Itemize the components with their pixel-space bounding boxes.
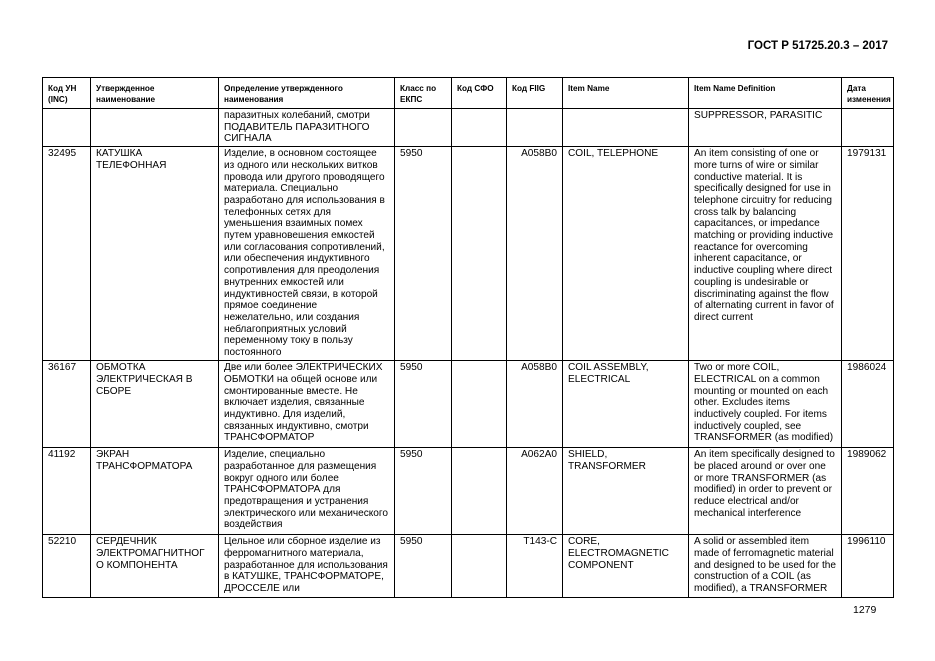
cell-item-def: An item specifically designed to be placed around or over one or more TRANSFORMER (as modified) in order to prevent or reduce electrical and/or mechanical interference: [689, 448, 842, 535]
document-standard-header: ГОСТ Р 51725.20.3 – 2017: [747, 40, 888, 52]
cell-name: ОБМОТКА ЭЛЕКТРИЧЕСКАЯ В СБОРЕ: [91, 361, 219, 448]
cell-name: ЭКРАН ТРАНСФОРМАТОРА: [91, 448, 219, 535]
cell-item-name: CORE, ELECTROMAGNETIC COMPONENT: [563, 535, 689, 598]
cell-item-name: COIL, TELEPHONE: [563, 147, 689, 361]
cell-inc: [43, 109, 91, 147]
cell-ekps: [395, 109, 452, 147]
column-header-inc: Код УН (INC): [43, 78, 91, 109]
cell-ekps: 5950: [395, 448, 452, 535]
cell-date: 1996110: [842, 535, 894, 598]
column-header-approved-name: Утвержденное наименование: [91, 78, 219, 109]
cell-sfo: [452, 361, 507, 448]
cell-name: КАТУШКА ТЕЛЕФОННАЯ: [91, 147, 219, 361]
page-number: 1279: [853, 604, 877, 616]
table-row: [43, 109, 894, 147]
cell-fiig: A058B0: [507, 361, 563, 448]
cell-definition: паразитных колебаний, смотри ПОДАВИТЕЛЬ ПАРАЗИТНОГО СИГНАЛА: [219, 109, 395, 147]
cell-inc: 32495: [43, 147, 91, 361]
cell-item-name: COIL ASSEMBLY, ELECTRICAL: [563, 361, 689, 448]
column-header-item-name: Item Name: [563, 78, 689, 109]
column-header-sfo-code: Код СФО: [452, 78, 507, 109]
cell-item-def: An item consisting of one or more turns of wire or similar conductive material. It is specifically designed for use in telephone circuitry for reducing cross talk by balancing capacitances, or impedance matching or providing inductive reactance for overcoming inherent capacitance, or inductive coupling where direct coupling is undesirable or discriminating against the flow of alternating current in favor of direct current: [689, 147, 842, 361]
cell-name: СЕРДЕЧНИК ЭЛЕКТРОМАГНИТНОГ О КОМПОНЕНТА: [91, 535, 219, 598]
cell-fiig: A062A0: [507, 448, 563, 535]
cell-ekps: 5950: [395, 147, 452, 361]
table-row: [43, 147, 894, 361]
cell-date: [842, 109, 894, 147]
cell-date: 1986024: [842, 361, 894, 448]
cell-definition: Цельное или сборное изделие из ферромагнитного материала, разработанное для использования в КАТУШКЕ, ТРАНСФОРМАТОРЕ, ДРОССЕЛЕ или: [219, 535, 395, 598]
column-header-item-name-definition: Item Name Definition: [689, 78, 842, 109]
cell-definition: Изделие, в основном состоящее из одного или нескольких витков провода или другого проводящего материала. Специально разработано для использования в телефонных сетях для уменьшения взаимных помех путем уравновешения емкостей или согласования сопротивлений, или обеспечения индуктивного сопротивления для преодоления внутренних емкостей или индуктивностей связи, в которой прямое соединение нежелательно, или создания неблагоприятных условий переменному току в пользу постоянного: [219, 147, 395, 361]
cell-sfo: [452, 147, 507, 361]
column-header-fiig-code: Код FIIG: [507, 78, 563, 109]
table-row: [43, 535, 894, 598]
table-row: [43, 361, 894, 448]
cell-fiig: [507, 109, 563, 147]
cell-item-name: SHIELD, TRANSFORMER: [563, 448, 689, 535]
items-table: [42, 77, 894, 598]
cell-ekps: 5950: [395, 361, 452, 448]
cell-inc: 52210: [43, 535, 91, 598]
cell-fiig: T143-C: [507, 535, 563, 598]
cell-date: 1989062: [842, 448, 894, 535]
cell-sfo: [452, 448, 507, 535]
cell-inc: 41192: [43, 448, 91, 535]
table-header-row: [43, 78, 894, 109]
cell-definition: Изделие, специально разработанное для размещения вокруг одного или более ТРАНСФОРМАТОРА для предотвращения и устранения электрического или механического воздействия: [219, 448, 395, 535]
cell-item-name: [563, 109, 689, 147]
cell-date: 1979131: [842, 147, 894, 361]
cell-name: [91, 109, 219, 147]
column-header-definition: Определение утвержденного наименования: [219, 78, 395, 109]
column-header-change-date: Дата изменения: [842, 78, 894, 109]
cell-item-def: A solid or assembled item made of ferromagnetic material and designed to be used for the construction of a COIL (as modified), a TRANSFORMER: [689, 535, 842, 598]
table-row: [43, 448, 894, 535]
cell-sfo: [452, 535, 507, 598]
cell-inc: 36167: [43, 361, 91, 448]
cell-ekps: 5950: [395, 535, 452, 598]
cell-item-def: SUPPRESSOR, PARASITIC: [689, 109, 842, 147]
column-header-ekps-class: Класс по ЕКПС: [395, 78, 452, 109]
cell-sfo: [452, 109, 507, 147]
cell-fiig: A058B0: [507, 147, 563, 361]
cell-item-def: Two or more COIL, ELECTRICAL on a common mounting or mounted on each other. Excludes items inductively coupled. For items inductively coupled, see TRANSFORMER (as modified): [689, 361, 842, 448]
cell-definition: Две или более ЭЛЕКТРИЧЕСКИХ ОБМОТКИ на общей основе или смонтированные вместе. Не включает изделия, связанные индуктивно. Для изделий, связанных индуктивно, смотри ТРАНСФОРМАТОР: [219, 361, 395, 448]
